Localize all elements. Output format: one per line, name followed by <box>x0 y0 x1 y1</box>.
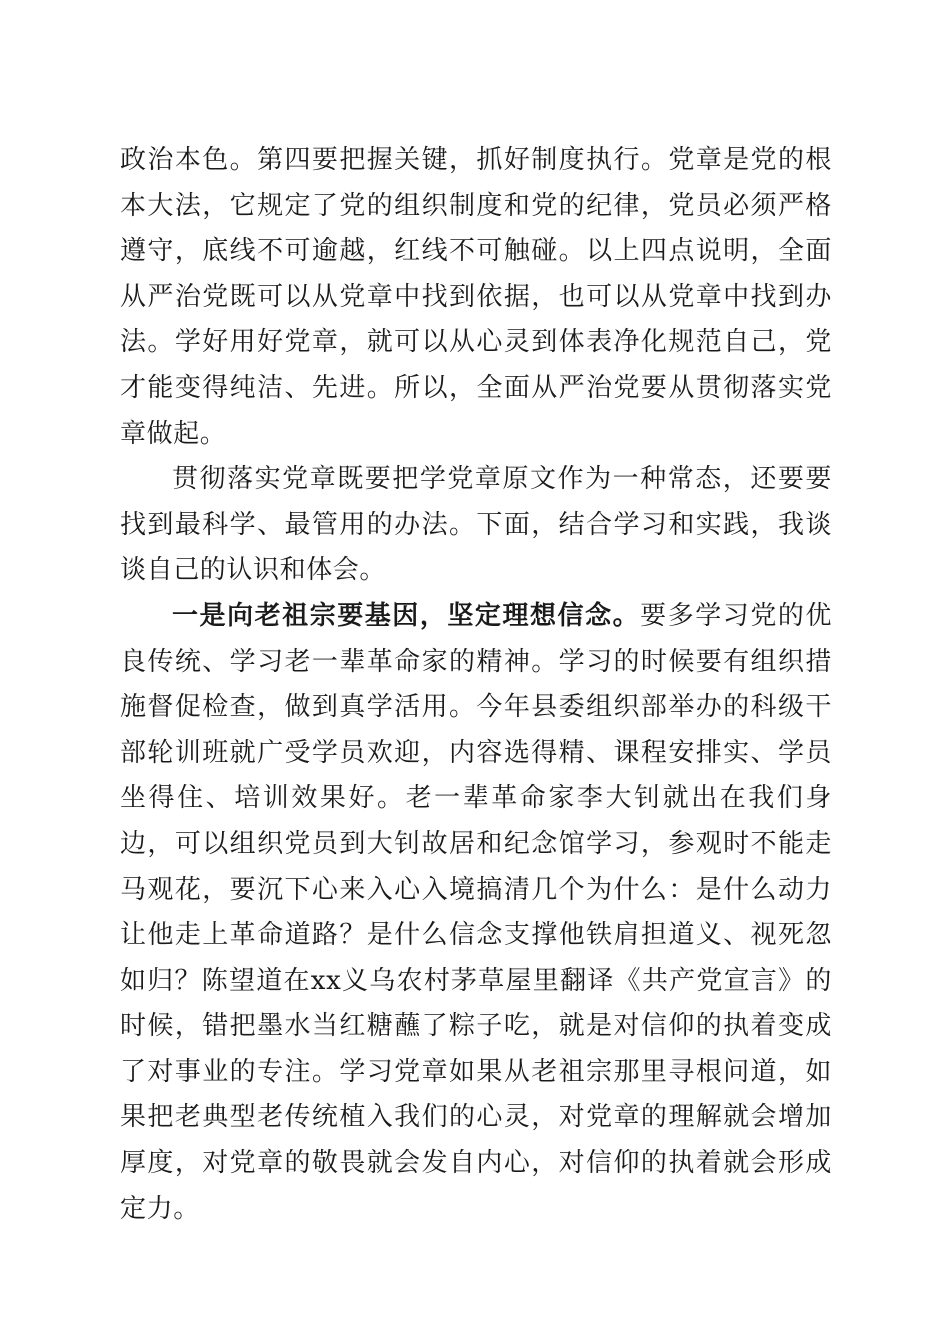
paragraph-point-one <box>120 594 832 1232</box>
paragraph-text: 贯彻落实党章既要把学党章原文作为一种常态，还要要找到最科学、最管用的办法。下面，结合学习和实践，我谈谈自己的认识和体会。 <box>120 464 832 586</box>
document-body <box>120 138 832 1232</box>
paragraph-lead-heading: 一是向老祖宗要基因，坚定理想信念。 <box>172 600 641 631</box>
paragraph-text: 要多学习党的优良传统、学习老一辈革命家的精神。学习的时候要有组织措施督促检查，做到真学活用。今年县委组织部举办的科级干部轮训班就广受学员欢迎，内容选得精、课程安排实、学员坐得住、培训效果好。老一辈革命家李大钊就出在我们身边，可以组织党员到大钊故居和纪念馆学习，参观时不能走马观花，要沉下心来入心入境搞清几个为什么：是什么动力让他走上革命道路？是什么信念支撑他铁肩担道义、视死忽如归？陈望道在xx义乌农村茅草屋里翻译《共产党宣言》的时候，错把墨水当红糖蘸了粽子吃，就是对信仰的执着变成了对事业的专注。学习党章如果从老祖宗那里寻根问道，如果把老典型老传统植入我们的心灵，对党章的理解就会增加厚度，对党章的敬畏就会发自内心，对信仰的执着就会形成定力。 <box>120 600 833 1224</box>
paragraph-text: 政治本色。第四要把握关键，抓好制度执行。党章是党的根本大法，它规定了党的组织制度和党的纪律，党员必须严格遵守，底线不可逾越，红线不可触碰。以上四点说明，全面从严治党既可以从党章中找到依据，也可以从党章中找到办法。学好用好党章，就可以从心灵到体表净化规范自己，党才能变得纯洁、先进。所以，全面从严治党要从贯彻落实党章做起。 <box>120 145 832 449</box>
paragraph-implementation <box>120 457 832 594</box>
paragraph-continuation <box>120 138 832 457</box>
